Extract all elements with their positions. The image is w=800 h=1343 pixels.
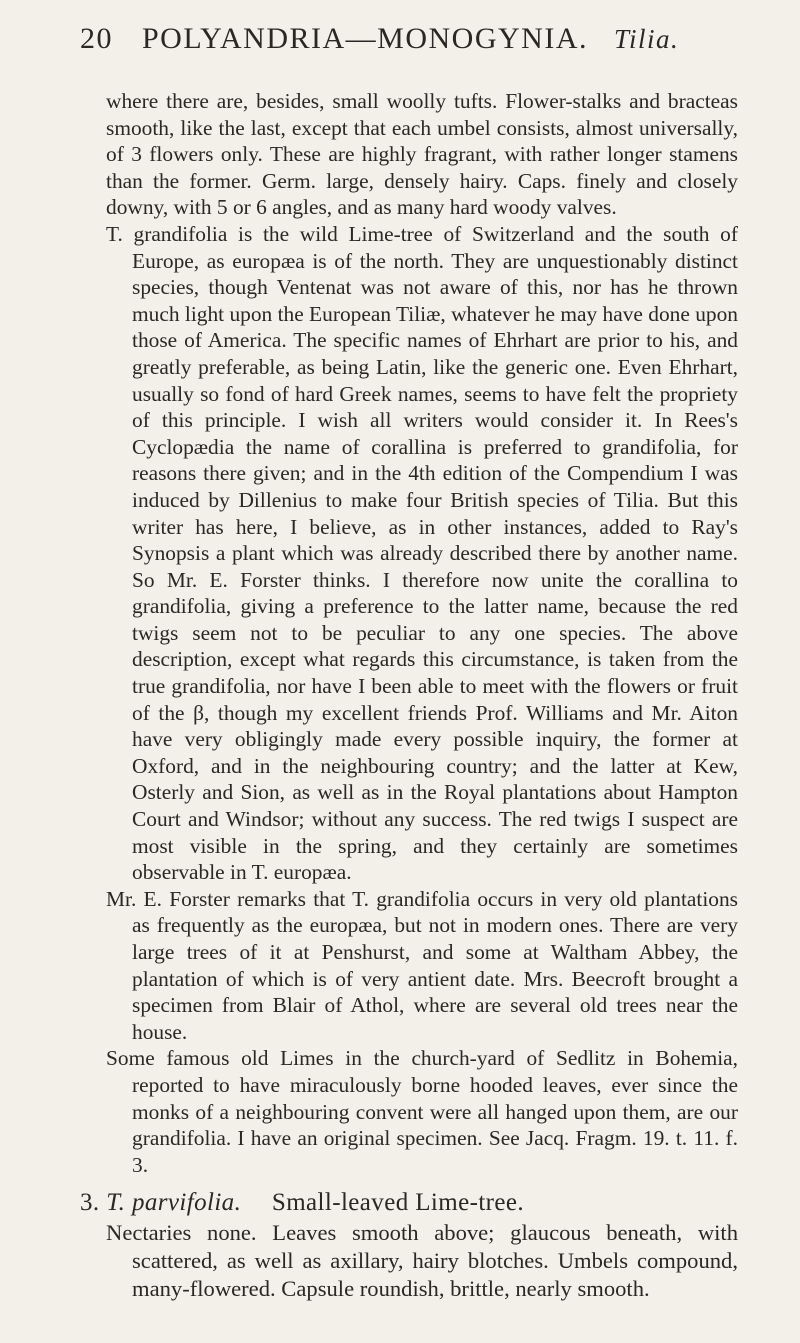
paragraph-grandifolia: T. grandifolia is the wild Lime-tree of Switzerland and the south of Europe, as europæa is of the north. They are unquestionably distinct species, though Ventenat was not aware of this, nor has he thrown much light upon the European Tiliæ, whatever he may have done upon those of America. The specific names of Ehrhart are prior to his, and greatly preferable, as being Latin, like the generic one. Even Ehrhart, usually so fond of hard Greek names, seems to have felt the propriety of this principle. I wish all writers would consider it. In Rees's Cyclopædia the name of corallina is preferred to grandifolia, for reasons there given; and in the 4th edition of the Compendium I was induced by Dillenius to make four British species of Tilia. But this writer has here, I believe, as in other instances, added to Ray's Synopsis a plant which was already described there by another name. So Mr. E. Forster thinks. I therefore now unite the corallina to grandifolia, giving a preference to the latter name, because the red twigs seem not to be peculiar to any one species. The above description, except what regards this circumstance, is taken from the true grandifolia, nor have I been able to meet with the flowers or fruit of the β, though my excellent friends Prof. Williams and Mr. Aiton have very obligingly made every possible inquiry, the former at Oxford, and in the neighbouring country; and the latter at Kew, Osterly and Sion, as well as in the Royal plantations about Hampton Court and Windsor; without any success. The red twigs I suspect are most visible in the spring, and they certainly are sometimes observable in T. europæa. (106, 221, 738, 885)
page-number: 20 (80, 22, 113, 55)
species-description: Nectaries none. Leaves smooth above; glaucous beneath, with scattered, as well as axillary, hairy blotches. Umbels compound, many-flowered. Capsule roundish, brittle, nearly smooth. (106, 1219, 738, 1301)
species-heading (80, 1190, 738, 1217)
genus-name: Tilia. (614, 24, 680, 54)
paragraph-forster: Mr. E. Forster remarks that T. grandifolia occurs in very old plantations as frequently as the europæa, but not in modern ones. There are very large trees of it at Penshurst, and some at Waltham Abbey, the plantation of which is of very antient date. Mrs. Beecroft brought a specimen from Blair of Athol, where are several old trees near the house. (106, 886, 738, 1044)
species-name: T. parvifolia. (106, 1189, 242, 1217)
page-header (80, 22, 760, 56)
species-number: 3. (80, 1189, 100, 1217)
paragraph-continuation: where there are, besides, small woolly tufts. Flower-stalks and bracteas smooth, like the last, except that each umbel consists, almost universally, of 3 flowers only. These are highly fragrant, with rather longer stamens than the former. Germ. large, densely hairy. Caps. finely and closely downy, with 5 or 6 angles, and as many hard woody valves. (106, 89, 738, 220)
paragraph-sedlitz: Some famous old Limes in the church-yard of Sedlitz in Bohemia, reported to have miraculously borne hooded leaves, ever since the monks of a neighbouring convent were all hanged upon them, are our grandifolia. I have an original specimen. See Jacq. Fragm. 19. t. 11. f. 3. (106, 1046, 738, 1177)
running-title: POLYANDRIA—MONOGYNIA. (142, 22, 588, 55)
species-common-name: Small-leaved Lime-tree. (271, 1189, 525, 1217)
page-body (80, 88, 738, 1303)
